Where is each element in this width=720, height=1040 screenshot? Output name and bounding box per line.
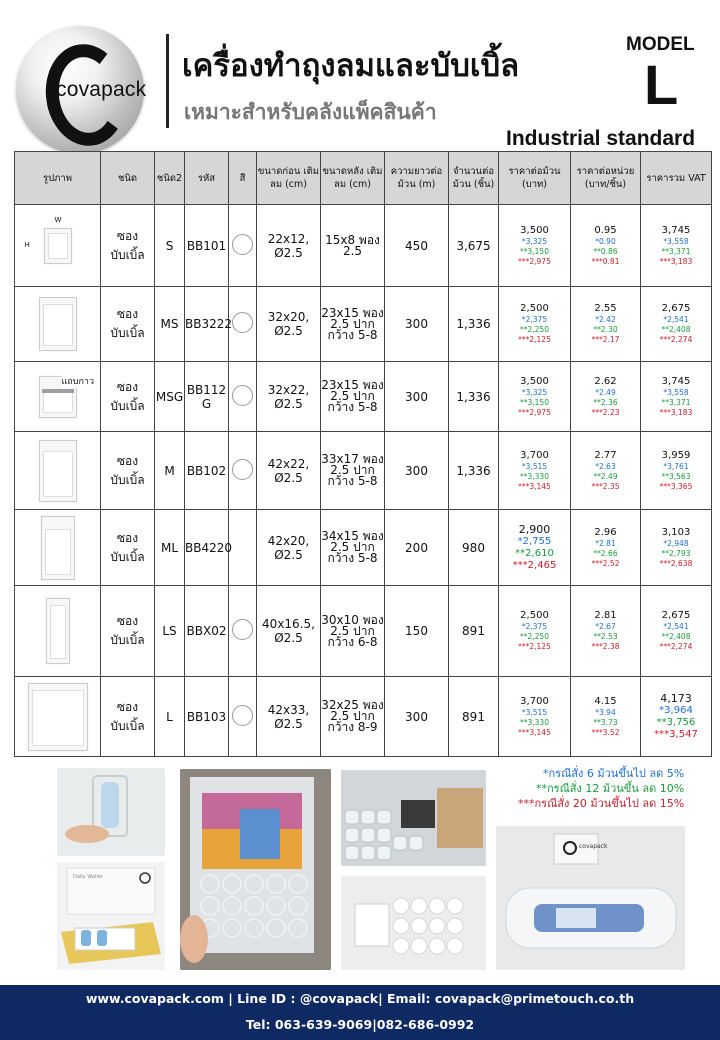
unit-tier2: **3.73 [593, 717, 618, 727]
product-type: ซอง บับเบิ้ล [110, 530, 145, 564]
product-code: BB103 [186, 709, 227, 724]
roll-tier3: ***3,145 [518, 481, 551, 491]
photo-bottle-svg [57, 768, 165, 856]
roll-tier3: ***2,125 [518, 335, 551, 344]
size-after-cell [321, 287, 385, 362]
vat-tier2: **3,563 [661, 471, 691, 481]
vat-tier1: *2,948 [663, 538, 689, 548]
color-swatch [232, 705, 253, 726]
pieces-cell [449, 586, 499, 677]
unit-tier2: **2.30 [593, 325, 618, 334]
product-type: ซอง บับเบิ้ล [110, 453, 145, 487]
product-thumbnail [41, 516, 75, 580]
roll-tier1: *2,755 [517, 535, 552, 547]
col-header-vat-price: ราคารวม VAT [641, 152, 712, 205]
vat-tier3: ***2,274 [659, 642, 693, 651]
unit-tier1: *2.42 [595, 315, 616, 324]
type2-cell [155, 586, 185, 677]
roll-tier2: **2,610 [515, 547, 554, 559]
color-swatch [232, 312, 253, 333]
unit-tier3: ***2.35 [591, 481, 620, 491]
color-cell [229, 205, 257, 287]
product-thumbnail [39, 297, 77, 351]
roll-tier1: *2,375 [521, 622, 548, 631]
product-image-cell [15, 510, 101, 586]
vat-base: 3,959 [661, 449, 691, 461]
roll-length-cell [385, 362, 449, 432]
vat-tier3: ***2,274 [659, 335, 693, 344]
unit-base: 4.15 [594, 695, 617, 707]
roll-length-cell [385, 510, 449, 586]
unit-tier1: *2.49 [595, 387, 616, 397]
size-before-cell [257, 586, 321, 677]
unit-base: 2.96 [594, 526, 617, 538]
unit-cell [571, 287, 641, 362]
product-image-cell [15, 287, 101, 362]
vat-tier2: **2,793 [661, 548, 691, 558]
type-cell [101, 677, 155, 757]
vat-base: 2,675 [661, 610, 691, 621]
pieces-cell [449, 432, 499, 510]
table-row [15, 510, 712, 586]
unit-tier2: **2.49 [593, 471, 618, 481]
box-caption: Daily Wallet [73, 874, 103, 880]
size-after-cell [321, 510, 385, 586]
model-value: L [644, 53, 679, 116]
vat-tier3: ***3,183 [659, 256, 693, 266]
roll-tier2: **2,250 [520, 632, 549, 641]
table-row [15, 205, 712, 287]
roll-tier2: **3,330 [520, 471, 549, 481]
vat-tier3: ***3,547 [654, 728, 698, 740]
vat-base: 3,745 [661, 375, 691, 387]
photo-bubble-sheet-svg [341, 770, 486, 866]
col-header-size-before: ขนาดก่อน เติมลม (cm) [257, 152, 321, 205]
photo-envelope-svg [341, 876, 486, 970]
discount-note-tier3: ***กรณีสั่ง 20 ม้วนขึ้นไป ลด 15% [518, 797, 685, 810]
unit-tier3: ***2.38 [591, 642, 620, 651]
pieces-cell [449, 362, 499, 432]
color-cell [229, 432, 257, 510]
product-code: BB112 G [186, 382, 227, 411]
type-cell [101, 362, 155, 432]
roll-length: 300 [405, 709, 428, 724]
vat-tier2: **3,756 [656, 716, 696, 728]
thumb-width-label: W [54, 215, 62, 224]
size-after: 15x8 พอง 2.5 [325, 232, 380, 258]
roll-length-cell [385, 432, 449, 510]
table-row [15, 432, 712, 510]
table-row [15, 677, 712, 757]
type-cell [101, 586, 155, 677]
roll-base: 3,500 [520, 224, 549, 236]
vat-tier2: **3,371 [661, 397, 691, 407]
unit-tier3: ***2.52 [591, 558, 620, 568]
roll-tier2: **3,330 [520, 717, 549, 727]
vat-base: 3,103 [661, 526, 691, 538]
roll-length: 450 [405, 238, 428, 253]
unit-cell [571, 677, 641, 757]
vat-tier1: *2,541 [663, 315, 689, 324]
pieces-per-roll: 3,675 [456, 238, 491, 253]
type2-cell [155, 432, 185, 510]
roll-length-cell [385, 677, 449, 757]
size-after: 33x17 พอง 2.5 ปากกว้าง 5-8 [321, 452, 384, 488]
photo-bubble-envelope [341, 876, 486, 970]
unit-tier1: *2.67 [595, 622, 616, 631]
pieces-per-roll: 1,336 [456, 389, 491, 404]
col-header-type2: ชนิด2 [155, 152, 185, 205]
code-cell [185, 362, 229, 432]
photo-tablet-in-bubble [180, 769, 331, 970]
roll-tier2: **3,150 [520, 246, 549, 256]
unit-tier2: **2.36 [593, 397, 618, 407]
product-type: ซอง บับเบิ้ล [110, 614, 145, 647]
size-before-cell [257, 677, 321, 757]
roll-tier2: **2,250 [520, 325, 549, 334]
unit-tier3: ***0.81 [591, 256, 620, 266]
col-header-type: ชนิด [101, 152, 155, 205]
type-cell [101, 510, 155, 586]
size-before: 42x22, Ø2.5 [267, 456, 310, 485]
product-image-cell [15, 362, 101, 432]
pieces-cell [449, 287, 499, 362]
roll-tier3: ***2,975 [518, 256, 551, 266]
discount-note-tier2: **กรณีสั่ง 12 ม้วนขึ้น ลด 10% [536, 782, 685, 795]
code-cell [185, 586, 229, 677]
size-before: 22x12, Ø2.5 [267, 231, 310, 260]
roll-tier1: *2,375 [521, 315, 548, 324]
type2-cell [155, 362, 185, 432]
photo-bottle-air-bag [496, 826, 685, 970]
product-thumbnail [46, 598, 70, 664]
size-after: 23x15 พอง 2.5 ปากกว้าง 5-8 [321, 378, 384, 414]
vat-cell [641, 205, 712, 287]
roll-base: 3,500 [520, 375, 549, 387]
col-header-roll-price: ราคาต่อม้วน (บาท) [499, 152, 571, 205]
product-size-class: L [166, 709, 173, 724]
color-cell [229, 510, 257, 586]
roll-tier3: ***3,145 [518, 727, 551, 737]
size-before: 42x20, Ø2.5 [267, 533, 310, 562]
photo-tablet-svg [180, 769, 331, 970]
table-row [15, 287, 712, 362]
product-type: ซอง บับเบิ้ล [110, 699, 145, 733]
color-swatch [232, 385, 253, 406]
table-header-row [15, 152, 712, 205]
product-size-class: LS [162, 624, 177, 638]
product-thumbnail [24, 215, 72, 264]
product-thumbnail [39, 440, 77, 502]
product-size-class: S [165, 238, 174, 253]
vat-cell [641, 586, 712, 677]
roll-base: 3,700 [520, 695, 549, 707]
roll-tier1: *3,515 [521, 707, 548, 717]
roll-cell [499, 432, 571, 510]
pieces-per-roll: 1,336 [456, 463, 491, 478]
vat-tier2: **2,408 [661, 325, 691, 334]
unit-tier3: ***2.23 [591, 407, 620, 417]
vat-cell [641, 432, 712, 510]
size-before: 32x20, Ø2.5 [267, 310, 310, 338]
roll-tier3: ***2,465 [512, 559, 557, 571]
col-header-roll-length: ความยาวต่อ ม้วน (m) [385, 152, 449, 205]
unit-base: 2.62 [594, 375, 617, 387]
col-header-unit-price: ราคาต่อหน่วย (บาท/ชิ้น) [571, 152, 641, 205]
roll-base: 2,500 [520, 303, 549, 314]
unit-cell [571, 432, 641, 510]
product-type: ซอง บับเบิ้ล [110, 307, 145, 340]
page-subtitle: เหมาะสำหรับคลังแพ็คสินค้า [184, 100, 437, 124]
size-before-cell [257, 287, 321, 362]
roll-length: 200 [405, 540, 428, 555]
photo-gift-box [57, 862, 165, 970]
photo-bottle-in-bubble-bag [57, 768, 165, 856]
unit-tier2: **2.53 [593, 632, 618, 641]
table-row [15, 362, 712, 432]
brand-logo [16, 26, 147, 154]
color-cell [229, 287, 257, 362]
size-after-cell [321, 432, 385, 510]
size-after: 32x25 พอง 2.5 ปากกว้าง 8-9 [321, 698, 384, 734]
col-header-size-after: ขนาดหลัง เติมลม (cm) [321, 152, 385, 205]
unit-tier1: *2.63 [595, 461, 616, 471]
size-before-cell [257, 205, 321, 287]
vat-tier3: ***2,638 [659, 558, 693, 568]
size-before: 40x16.5, Ø2.5 [262, 617, 315, 645]
vat-tier3: ***3,183 [659, 407, 693, 417]
model-label: MODEL [626, 34, 695, 55]
size-after-cell [321, 677, 385, 757]
product-image-cell [15, 205, 101, 287]
vat-tier2: **2,408 [661, 632, 691, 641]
type2-cell [155, 205, 185, 287]
product-code: BB101 [186, 238, 227, 253]
product-size-class: MS [160, 317, 179, 331]
unit-tier2: **0.86 [593, 246, 618, 256]
unit-tier1: *3.94 [595, 707, 616, 717]
product-type: ซอง บับเบิ้ล [110, 379, 145, 413]
color-swatch [232, 459, 253, 480]
type-cell [101, 205, 155, 287]
vat-cell [641, 287, 712, 362]
pieces-cell [449, 510, 499, 586]
header-divider [166, 34, 169, 128]
product-image-cell [15, 432, 101, 510]
footer-contact-line: www.covapack.com | Line ID : @covapack| Email: covapack@primetouch.co.th [85, 991, 635, 1006]
vat-tier3: ***3,365 [659, 481, 693, 491]
pieces-cell [449, 205, 499, 287]
color-cell [229, 586, 257, 677]
vat-tier1: *3,558 [663, 387, 689, 397]
vat-base: 4,173 [660, 691, 692, 705]
color-swatch [232, 619, 253, 640]
logo-text: covapack [56, 78, 147, 101]
vat-cell [641, 362, 712, 432]
unit-cell [571, 205, 641, 287]
size-after: 23x15 พอง 2.5 ปากกว้าง 5-8 [321, 305, 384, 342]
size-before-cell [257, 362, 321, 432]
product-size-class: ML [160, 540, 179, 555]
code-cell [185, 510, 233, 586]
product-size-class: M [164, 463, 175, 478]
unit-base: 2.77 [594, 449, 617, 461]
vat-base: 2,675 [661, 303, 691, 314]
thumb-height-label: H [24, 240, 30, 249]
vat-tier1: *2,541 [663, 622, 689, 631]
table-row [15, 586, 712, 677]
code-cell [185, 677, 229, 757]
color-cell [229, 362, 257, 432]
unit-tier2: **2.66 [593, 548, 618, 558]
roll-cell [499, 362, 571, 432]
roll-tier1: *3,515 [521, 461, 548, 471]
size-before: 42x33, Ø2.5 [267, 702, 310, 731]
roll-length: 300 [405, 463, 428, 478]
code-cell [185, 287, 233, 362]
footer-phone-line: Tel: 063-639-9069|082-686-0992 [245, 1017, 475, 1032]
unit-tier1: *0.90 [595, 236, 616, 246]
roll-cell [499, 205, 571, 287]
col-header-pieces: จำนวนต่อ ม้วน (ชิ้น) [449, 152, 499, 205]
pieces-per-roll: 1,336 [456, 317, 491, 331]
roll-base: 3,700 [520, 449, 549, 461]
roll-length-cell [385, 586, 449, 677]
vat-tier2: **3,371 [661, 246, 691, 256]
thumbnail-inner [45, 529, 71, 575]
roll-length: 300 [405, 389, 428, 404]
roll-cell [499, 586, 571, 677]
vat-tier1: *3,558 [663, 236, 689, 246]
col-header-color: สี [229, 152, 257, 205]
size-after-cell [321, 586, 385, 677]
pieces-cell [449, 677, 499, 757]
color-swatch [232, 234, 253, 255]
product-image-cell [15, 586, 101, 677]
roll-cell [499, 510, 571, 586]
product-type: ซอง บับเบิ้ล [110, 228, 145, 262]
unit-tier3: ***2.17 [591, 335, 620, 344]
thumbnail-inner [48, 233, 68, 259]
type2-cell [155, 510, 185, 586]
type2-cell [155, 677, 185, 757]
adhesive-strip [42, 389, 74, 393]
product-thumbnail [28, 683, 88, 751]
size-before-cell [257, 510, 321, 586]
standard-label: Industrial standard [506, 127, 696, 150]
roll-tier1: *3,325 [521, 236, 548, 246]
col-header-image: รูปภาพ [15, 152, 101, 205]
unit-base: 2.81 [594, 610, 617, 621]
type-cell [101, 432, 155, 510]
product-image-cell [15, 677, 101, 757]
thumbnail-inner [50, 605, 66, 659]
size-before-cell [257, 432, 321, 510]
discount-notes [518, 766, 684, 811]
thumb-tape-label: แถบกาว [62, 374, 95, 388]
type-cell [101, 287, 155, 362]
roll-length: 300 [405, 317, 428, 331]
roll-length-cell [385, 287, 449, 362]
roll-cell [499, 287, 571, 362]
product-code: BB102 [186, 463, 227, 478]
thumbnail-inner [43, 304, 73, 346]
roll-tier3: ***2,125 [518, 642, 551, 651]
size-after-cell [321, 205, 385, 287]
size-after-cell [321, 362, 385, 432]
vat-cell [641, 677, 712, 757]
photo-bubble-sheet-box [341, 770, 486, 866]
roll-tier2: **3,150 [520, 397, 549, 407]
thumbnail-inner [32, 690, 84, 746]
vat-base: 3,745 [661, 224, 691, 236]
code-cell [185, 432, 229, 510]
size-after: 30x10 พอง 2.5 ปากกว้าง 6-8 [321, 612, 384, 649]
product-code: BB3222 [185, 317, 233, 331]
roll-tier3: ***2,975 [518, 407, 551, 417]
pieces-per-roll: 891 [462, 624, 485, 638]
product-size-class: MSG [155, 389, 184, 404]
roll-cell [499, 677, 571, 757]
contact-footer [0, 985, 720, 1040]
unit-base: 2.55 [594, 303, 617, 314]
page-title: เครื่องทำถุงลมและบับเบิ้ล [182, 48, 520, 84]
roll-base: 2,900 [518, 522, 551, 536]
vat-cell [641, 510, 712, 586]
vat-tier1: *3,964 [659, 704, 693, 716]
unit-cell [571, 362, 641, 432]
product-code: BBX02 [186, 624, 227, 638]
product-thumbnail [39, 376, 95, 418]
unit-tier1: *2.81 [595, 538, 616, 548]
roll-base: 2,500 [520, 610, 549, 621]
unit-cell [571, 510, 641, 586]
color-cell [229, 677, 257, 757]
discount-note-tier1: *กรณีสั่ง 6 ม้วนขึ้นไป ลด 5% [543, 767, 685, 780]
thumbnail-inner [43, 451, 73, 497]
unit-tier3: ***3.52 [591, 727, 620, 737]
unit-base: 0.95 [594, 224, 617, 236]
size-before: 32x22, Ø2.5 [267, 382, 310, 411]
roll-tier1: *3,325 [521, 387, 548, 397]
roll-length: 150 [405, 624, 428, 638]
product-code: BB4220 [185, 540, 233, 555]
col-header-code: รหัส [185, 152, 229, 205]
photo-brand-label: covapack [579, 843, 608, 850]
unit-cell [571, 586, 641, 677]
code-cell [185, 205, 229, 287]
vat-tier1: *3,761 [663, 461, 689, 471]
pieces-per-roll: 891 [462, 709, 485, 724]
roll-length-cell [385, 205, 449, 287]
price-table [14, 151, 712, 757]
pieces-per-roll: 980 [462, 540, 485, 555]
type2-cell [155, 287, 185, 362]
size-after: 34x15 พอง 2.5 ปากกว้าง 5-8 [321, 529, 384, 565]
